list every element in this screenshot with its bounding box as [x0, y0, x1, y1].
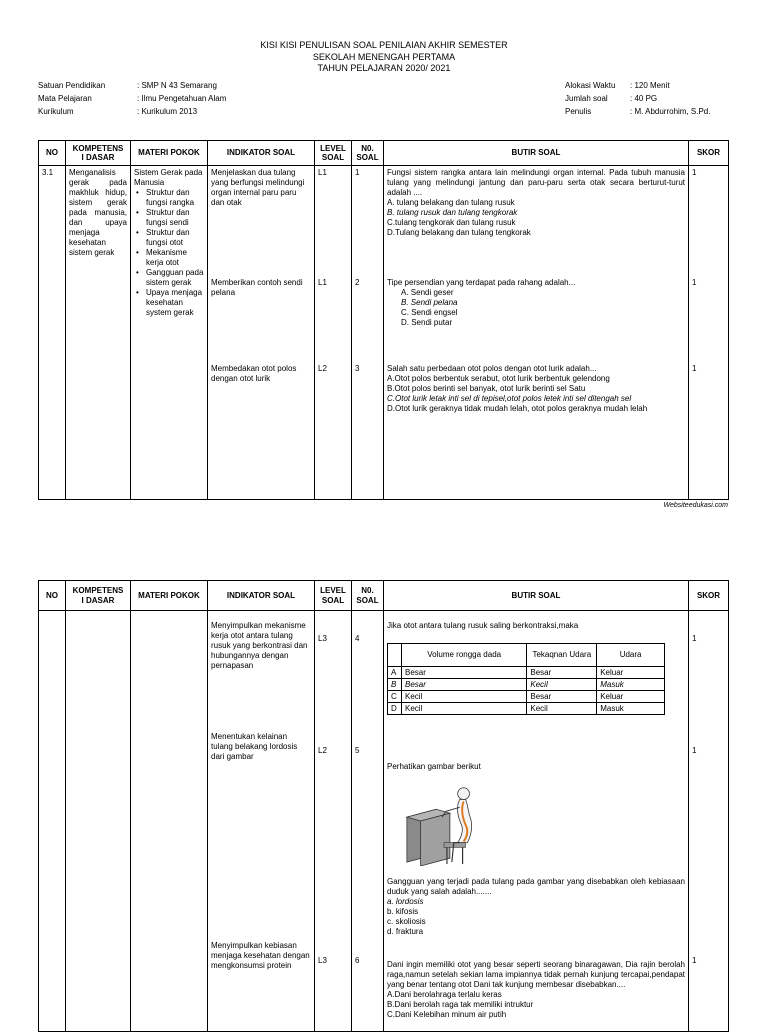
info-value: : Kurikulum 2013: [137, 107, 198, 116]
option-c: C.Otot lurik letak inti sel di tepisel,otot polos letek inti sel ditengah sel: [387, 394, 632, 403]
option-b: b. kifosis: [387, 907, 419, 916]
level-q5: L2: [318, 746, 327, 755]
nosoal-cell: [352, 166, 384, 500]
table-row: [39, 611, 729, 1032]
answer-cell: Besar: [401, 667, 526, 679]
answer-table-header-cell: Tekaqnan Udara: [527, 644, 597, 667]
answer-cell: Keluar: [597, 691, 665, 703]
question-6: [387, 960, 685, 1020]
nosoal-q2: 2: [355, 278, 360, 287]
question-stem: Gangguan yang terjadi pada tulang pada gambar yang disebabkan oleh kebiasaan duduk yang salah adalah.......: [387, 877, 685, 896]
col-header-nosoal: [352, 581, 384, 611]
info-row-alokasi: [565, 79, 710, 92]
document-title-line2: SEKOLAH MENENGAH PERTAMA: [312, 51, 456, 62]
answer-table-header-cell: Volume rongga dada: [401, 644, 526, 667]
table-row: [388, 679, 665, 691]
list-item: • Gangguan pada sistem gerak: [146, 268, 204, 288]
option-c: C.Dani Kelebihan minum air putih: [387, 1010, 507, 1019]
option-b: B. tulang rusuk dan tulang tengkorak: [387, 208, 518, 217]
materi-list: [134, 188, 204, 318]
answer-cell: Masuk: [597, 703, 665, 715]
col-header-kompetensi-line2: I DASAR: [81, 153, 115, 162]
info-value: : SMP N 43 Semarang: [137, 81, 217, 90]
info-row-satuan: [38, 79, 226, 92]
question-stem: Dani ingin memiliki otot yang besar seperti seorang binaragawan, Dia rajin berolah raga,namun setelah sekian lama impiannya tidak pernah kunjung tercapai,pendapat yang benar tentang otot Dani tak kunjung membesar disebabkan....: [387, 960, 685, 989]
info-right-block: [565, 79, 710, 118]
answer-cell: D: [388, 703, 402, 715]
option-d: D.Tulang belakang dan tulang tengkorak: [387, 228, 531, 237]
skor-q5: 1: [692, 746, 697, 755]
answer-cell: Masuk: [597, 679, 665, 691]
answer-cell: Besar: [401, 679, 526, 691]
option-b: B.Otot polos berinti sel banyak, otot lurik berinti sel Satu: [387, 384, 586, 393]
option-a: A.Otot polos berbentuk serabut, otot lurik berbentuk gelendong: [387, 374, 610, 383]
question-stem: Salah satu perbedaan otot polos dengan otot lurik adalah...: [387, 364, 597, 373]
skor-cell: [689, 166, 729, 500]
answer-cell: A: [388, 667, 402, 679]
answer-cell: B: [388, 679, 402, 691]
indikator-q3: Membedakan otot polos dengan otot lurik: [211, 364, 297, 383]
option-c: C.tulang tengkorak dan tulang rusuk: [387, 218, 516, 227]
kd-number: 3.1: [39, 166, 66, 500]
option-d: D.Otot lurik geraknya tidak mudah lelah, otot polos geraknya mudah lelah: [387, 404, 648, 413]
source-credit: Websiteedukasi.com: [663, 502, 728, 509]
level-cell: [315, 166, 352, 500]
info-left-block: [38, 79, 226, 118]
question-3: [387, 364, 685, 414]
indikator-cell: [208, 611, 315, 1032]
col-header-nosoal-line1: N0.: [361, 586, 374, 596]
list-item: • Struktur dan fungsi otot: [146, 228, 204, 248]
col-header-level-line1: LEVEL: [320, 143, 346, 153]
skor-cell: [689, 611, 729, 1032]
table-header-row: [39, 141, 729, 166]
question-1: [387, 168, 685, 238]
kisi-table-page1: [38, 140, 729, 500]
nosoal-q6: 6: [355, 956, 360, 965]
materi-cell-empty: [131, 611, 208, 1032]
answer-cell: Kecil: [527, 679, 597, 691]
indikator-q6: Menyimpulkan kebiasan menjaga kesehatan dengan mengkonsumsi protein: [211, 941, 310, 970]
col-header-level: [315, 141, 352, 166]
col-header-indikator: INDIKATOR SOAL: [208, 141, 315, 166]
col-header-no: NO: [39, 581, 66, 611]
option-a: A. Sendi geser: [401, 288, 454, 297]
info-row-penulis: [565, 105, 710, 118]
col-header-kompetensi-line1: KOMPETENS: [72, 143, 124, 153]
option-d: d. fraktura: [387, 927, 424, 936]
answer-option-table: [387, 643, 665, 715]
nosoal-cell: [352, 611, 384, 1032]
kd-text: Menganalisis gerak pada makhluk hidup, sistem gerak pada manusia, dan upaya menjaga kesehatan sistem gerak: [66, 166, 131, 500]
col-header-skor: SKOR: [689, 581, 729, 611]
nosoal-q4: 4: [355, 634, 360, 643]
question-5: [387, 762, 685, 937]
nosoal-q3: 3: [355, 364, 360, 373]
skor-q1: 1: [692, 168, 697, 177]
option-d: D. Sendi putar: [401, 318, 453, 327]
answer-cell: Besar: [527, 691, 597, 703]
skor-q4: 1: [692, 634, 697, 643]
col-header-butir: BUTIR SOAL: [384, 141, 689, 166]
question-stem: Fungsi sistem rangka antara lain melindungi organ internal. Pada tubuh manusia tulang yang melindungi jantung dan paru-paru serta otak secara berturut-turut adalah ....: [387, 168, 685, 197]
list-item: • Struktur dan fungsi rangka: [146, 188, 204, 208]
info-label: Satuan Pendidikan: [38, 81, 106, 90]
table-row: [388, 703, 665, 715]
answer-table-header-cell: [388, 644, 402, 667]
level-q2: L1: [318, 278, 327, 287]
level-q1: L1: [318, 168, 327, 177]
col-header-materi: MATERI POKOK: [131, 581, 208, 611]
col-header-level-line2: SOAL: [321, 153, 345, 162]
col-header-kompetensi-line1: KOMPETENS: [72, 586, 124, 596]
info-row-jumlah: [565, 92, 710, 105]
answer-cell: Besar: [527, 667, 597, 679]
info-label: Kurikulum: [38, 107, 74, 116]
materi-title: Sistem Gerak pada Manusia: [134, 168, 203, 187]
skor-q2: 1: [692, 278, 697, 287]
option-a: A. tulang belakang dan tulang rusuk: [387, 198, 515, 207]
document-title-line1: KISI KISI PENULISAN SOAL PENILAIAN AKHIR SEMESTER: [260, 40, 508, 50]
info-value: : 40 PG: [630, 94, 658, 103]
table-row: [39, 166, 729, 500]
posture-figure: [401, 778, 685, 869]
kisi-table-page2: [38, 580, 729, 1032]
info-value: : Ilmu Pengetahuan Alam: [137, 94, 227, 103]
option-a: A.Dani berolahraga terlalu keras: [387, 990, 502, 999]
question-2: [387, 278, 685, 328]
materi-cell: [131, 166, 208, 500]
col-header-nosoal-line1: N0.: [361, 143, 374, 153]
option-b: B.Dani berolah raga tak memiliki intruktur: [387, 1000, 534, 1009]
indikator-q5: Menentukan kelainan tulang belakang lordosis dari gambar: [211, 732, 298, 761]
col-header-kompetensi-line2: I DASAR: [81, 595, 115, 605]
info-value: : M. Abdurrohim, S.Pd.: [630, 107, 711, 116]
col-header-kompetensi: [66, 581, 131, 611]
info-label: Mata Pelajaran: [38, 94, 92, 103]
col-header-nosoal-line2: SOAL: [356, 153, 379, 162]
answer-table-header-cell: Udara: [597, 644, 665, 667]
col-header-butir: BUTIR SOAL: [384, 581, 689, 611]
info-label: Penulis: [565, 107, 592, 116]
col-header-kompetensi: [66, 141, 131, 166]
indikator-q1: Menjelaskan dua tulang yang berfungsi melindungi organ internal paru paru dan otak: [211, 168, 305, 207]
col-header-level-line1: LEVEL: [320, 586, 346, 596]
table-header-row: [39, 581, 729, 611]
skor-q6: 1: [692, 956, 697, 965]
option-b: B. Sendi pelana: [401, 298, 458, 307]
indikator-cell: [208, 166, 315, 500]
info-label: Alokasi Waktu: [565, 81, 616, 90]
question-intro: Perhatikan gambar berikut: [387, 762, 481, 771]
question-4: [387, 621, 685, 715]
nosoal-q5: 5: [355, 746, 360, 755]
col-header-level-line2: SOAL: [321, 595, 345, 605]
table-row: [388, 667, 665, 679]
indikator-q2: Memberikan contoh sendi pelana: [211, 278, 303, 297]
col-header-materi: MATERI POKOK: [131, 141, 208, 166]
level-q4: L3: [318, 634, 327, 643]
option-a: a. lordosis: [387, 897, 424, 906]
answer-table-header: [388, 644, 665, 667]
col-header-indikator: INDIKATOR SOAL: [208, 581, 315, 611]
col-header-nosoal-line2: SOAL: [356, 595, 379, 605]
col-header-nosoal: [352, 141, 384, 166]
question-stem: Jika otot antara tulang rusuk saling berkontraksi,maka: [387, 621, 579, 630]
lordosis-figure-icon: [401, 778, 489, 866]
level-q6: L3: [318, 956, 327, 965]
document-header: [0, 40, 768, 75]
level-cell: [315, 611, 352, 1032]
table-row: [388, 691, 665, 703]
answer-cell: Kecil: [401, 703, 526, 715]
kd-number-empty: [39, 611, 66, 1032]
kd-text-empty: [66, 611, 131, 1032]
info-label: Jumlah soal: [565, 94, 608, 103]
col-header-skor: SKOR: [689, 141, 729, 166]
info-row-mapel: [38, 92, 226, 105]
list-item: • Struktur dan fungsi sendi: [146, 208, 204, 228]
list-item: • Mekanisme kerja otot: [146, 248, 204, 268]
option-c: c. skoliosis: [387, 917, 426, 926]
answer-cell: Keluar: [597, 667, 665, 679]
option-c: C. Sendi engsel: [401, 308, 458, 317]
col-header-level: [315, 581, 352, 611]
answer-cell: Kecil: [401, 691, 526, 703]
butir-cell: [384, 166, 689, 500]
level-q3: L2: [318, 364, 327, 373]
question-stem: Tipe persendian yang terdapat pada rahang adalah...: [387, 278, 576, 287]
list-item: • Upaya menjaga kesehatan system gerak: [146, 288, 204, 318]
indikator-q4: Menyimpulkan mekanisme kerja otot antara tulang rusuk yang berkontrasi dan hubungannya dengan pernapasan: [211, 621, 308, 670]
skor-q3: 1: [692, 364, 697, 373]
info-value: : 120 Menit: [630, 81, 670, 90]
info-row-kurikulum: [38, 105, 226, 118]
nosoal-q1: 1: [355, 168, 360, 177]
butir-cell: [384, 611, 689, 1032]
col-header-no: NO: [39, 141, 66, 166]
document-title-line3: TAHUN PELAJARAN 2020/ 2021: [317, 63, 451, 74]
answer-cell: Kecil: [527, 703, 597, 715]
answer-cell: C: [388, 691, 402, 703]
